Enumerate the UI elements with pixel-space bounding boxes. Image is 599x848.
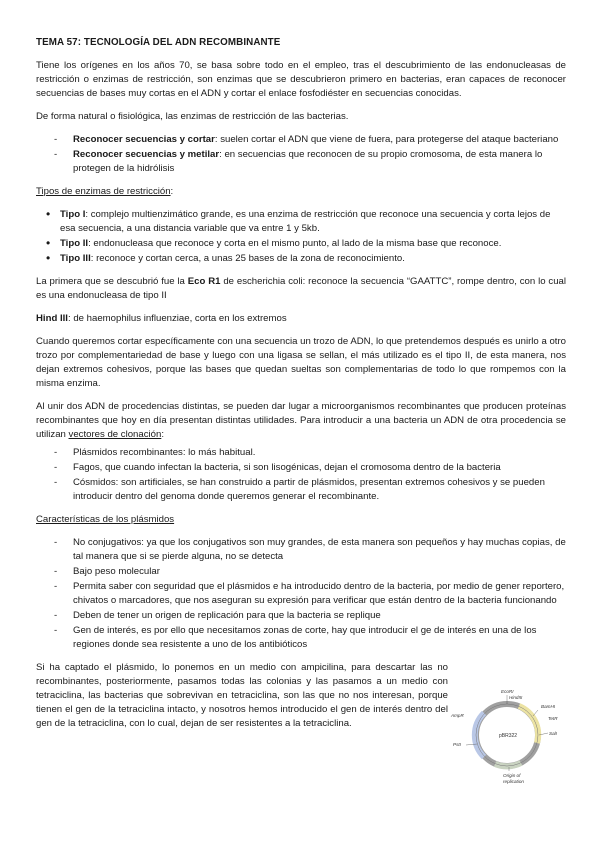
list-item: - Bajo peso molecular <box>36 565 566 579</box>
origin-label: replication <box>503 779 524 784</box>
natural-paragraph: De forma natural o fisiológica, las enzimas de restricción de las bacterias. <box>36 111 349 122</box>
caract-heading: Características de los plásmidos <box>36 514 175 525</box>
list-item: - Gen de interés, es por ello que necesitamos zonas de corte, hay que introducir el ge de interés en una de los regiones donde sea resistente a uno de los antibióticos <box>36 624 566 652</box>
caract-list <box>36 536 566 652</box>
site-label: EcoRI <box>501 689 514 694</box>
document-page <box>36 36 566 740</box>
list-item: • Tipo II: endonucleasa que reconoce y corta en el mismo punto, al lado de la misma base que reconoce. <box>36 237 566 251</box>
gene-label: TetR <box>548 716 558 721</box>
origin-label: Origin of <box>503 773 521 778</box>
list-item: - No conjugativos: ya que los conjugativos son muy grandes, de esta manera son pequeños y hay muchas copias, de tal manera que si se pierde alguna, no se detecta <box>36 536 566 564</box>
vectores-list <box>36 446 566 504</box>
site-label: PstI <box>453 742 461 747</box>
gene-label: AmpR <box>451 713 464 718</box>
intro-paragraph: Tiene los orígenes en los años 70, se basa sobre todo en el empleo, tras el descubrimiento de las endonucleasas de restricción o enzimas de restricción, son enzimas que se descubrieron primero en bacterias, eran capaces de reconocer secuencias de bases muy cortas en el ADN y cortar el enlace fosfodiéster en secuencias conocidas. <box>36 60 566 99</box>
list-item: - Cósmidos: son artificiales, se han construido a partir de plásmidos, presentan extremos cohesivos y se pueden introducir dentro del genoma donde queremos generar el recombinante. <box>36 476 566 504</box>
page-title: TEMA 57: TECNOLOGÍA DEL ADN RECOMBINANTE <box>36 37 281 48</box>
list-item: - Permita saber con seguridad que el plásmidos e ha introducido dentro de la bacteria, por medio de gener reportero, chivatos o marcadores, que nos aseguran su expresión para verificar que están dentro de la bacteria funcionando <box>36 580 566 608</box>
list-item: - Deben de tener un origen de replicación para que la bacteria se replique <box>36 609 566 623</box>
tet-gene <box>519 706 538 743</box>
plasmid-diagram <box>449 686 567 786</box>
unir-paragraph: Al unir dos ADN de procedencias distintas, se pueden dar lugar a microorganismos recombinantes que producen proteínas recombinantes que hoy en día presentan distintas utilidades. Para introducir a una bacteria un ADN de otra procedencia se utilizan vectores de clonación: <box>36 401 566 440</box>
tipos-heading: Tipos de enzimas de restricción: <box>36 186 174 197</box>
site-label: BamHI <box>541 704 556 709</box>
hind-paragraph: Hind III: de haemophilus influenziae, corta en los extremos <box>36 313 287 324</box>
list-item: - Reconocer secuencias y cortar: suelen cortar el ADN que viene de fuera, para protegerse del ataque bacteriano <box>36 133 566 147</box>
site-label: SalI <box>549 731 557 736</box>
tipos-list <box>36 208 566 266</box>
list-item: • Tipo I: complejo multienzimático grande, es una enzima de restricción que reconoce una secuencia y corta lejos de esa secuencia, a una distancia variable que va entre 1 y 5kb. <box>36 208 566 236</box>
final-paragraph: Si ha captado el plásmido, lo ponemos en un medio con ampicilina, para descartar las no recombinantes, posteriormente, pasamos todas las colonias y las pasamos a un medio con tetraciclina, las bacterias que sobrevivan en tetraciclina, son las que no nos interesan, porque tienen el gen de la tetraciclina intacto, y nosotros hemos introducido el gen de interés dentro del gen de la tetraciclina, con lo cual, dejan de ser resistentes a la tetraciclina. <box>36 662 448 729</box>
list-item: - Fagos, que cuando infectan la bacteria, si son lisogénicas, dejan el cromosoma dentro de la bacteria <box>36 461 566 475</box>
eco-paragraph: La primera que se descubrió fue la Eco R1 de escherichia coli: reconoce la secuencia “GAATTC”, rompe dentro, con lo cual es una endonucleasa de tipo II <box>36 276 566 301</box>
natural-list <box>36 133 566 176</box>
list-item: • Tipo III: reconoce y cortan cerca, a unas 25 bases de la zona de reconocimiento. <box>36 252 566 266</box>
plasmid-name: pBR322 <box>499 733 518 739</box>
site-label: HindIII <box>509 695 523 700</box>
cuando-paragraph: Cuando queremos cortar específicamente con una secuencia un trozo de ADN, lo que pretendemos después es unirlo a otro trozo por complementariedad de base y luego con una ligasa se sellan, el más utilizado es el tipo II, de esta manera, nos dejan extremos cohesivos, porque las bases que quedan sueltas son complementarias de todo lo que rompemos con la misma enzima. <box>36 336 566 389</box>
list-item: - Reconocer secuencias y metilar: en secuencias que reconocen de su propio cromosoma, de esta manera lo protegen de la hidrólisis <box>36 148 566 176</box>
list-item: - Plásmidos recombinantes: lo más habitual. <box>36 446 566 460</box>
